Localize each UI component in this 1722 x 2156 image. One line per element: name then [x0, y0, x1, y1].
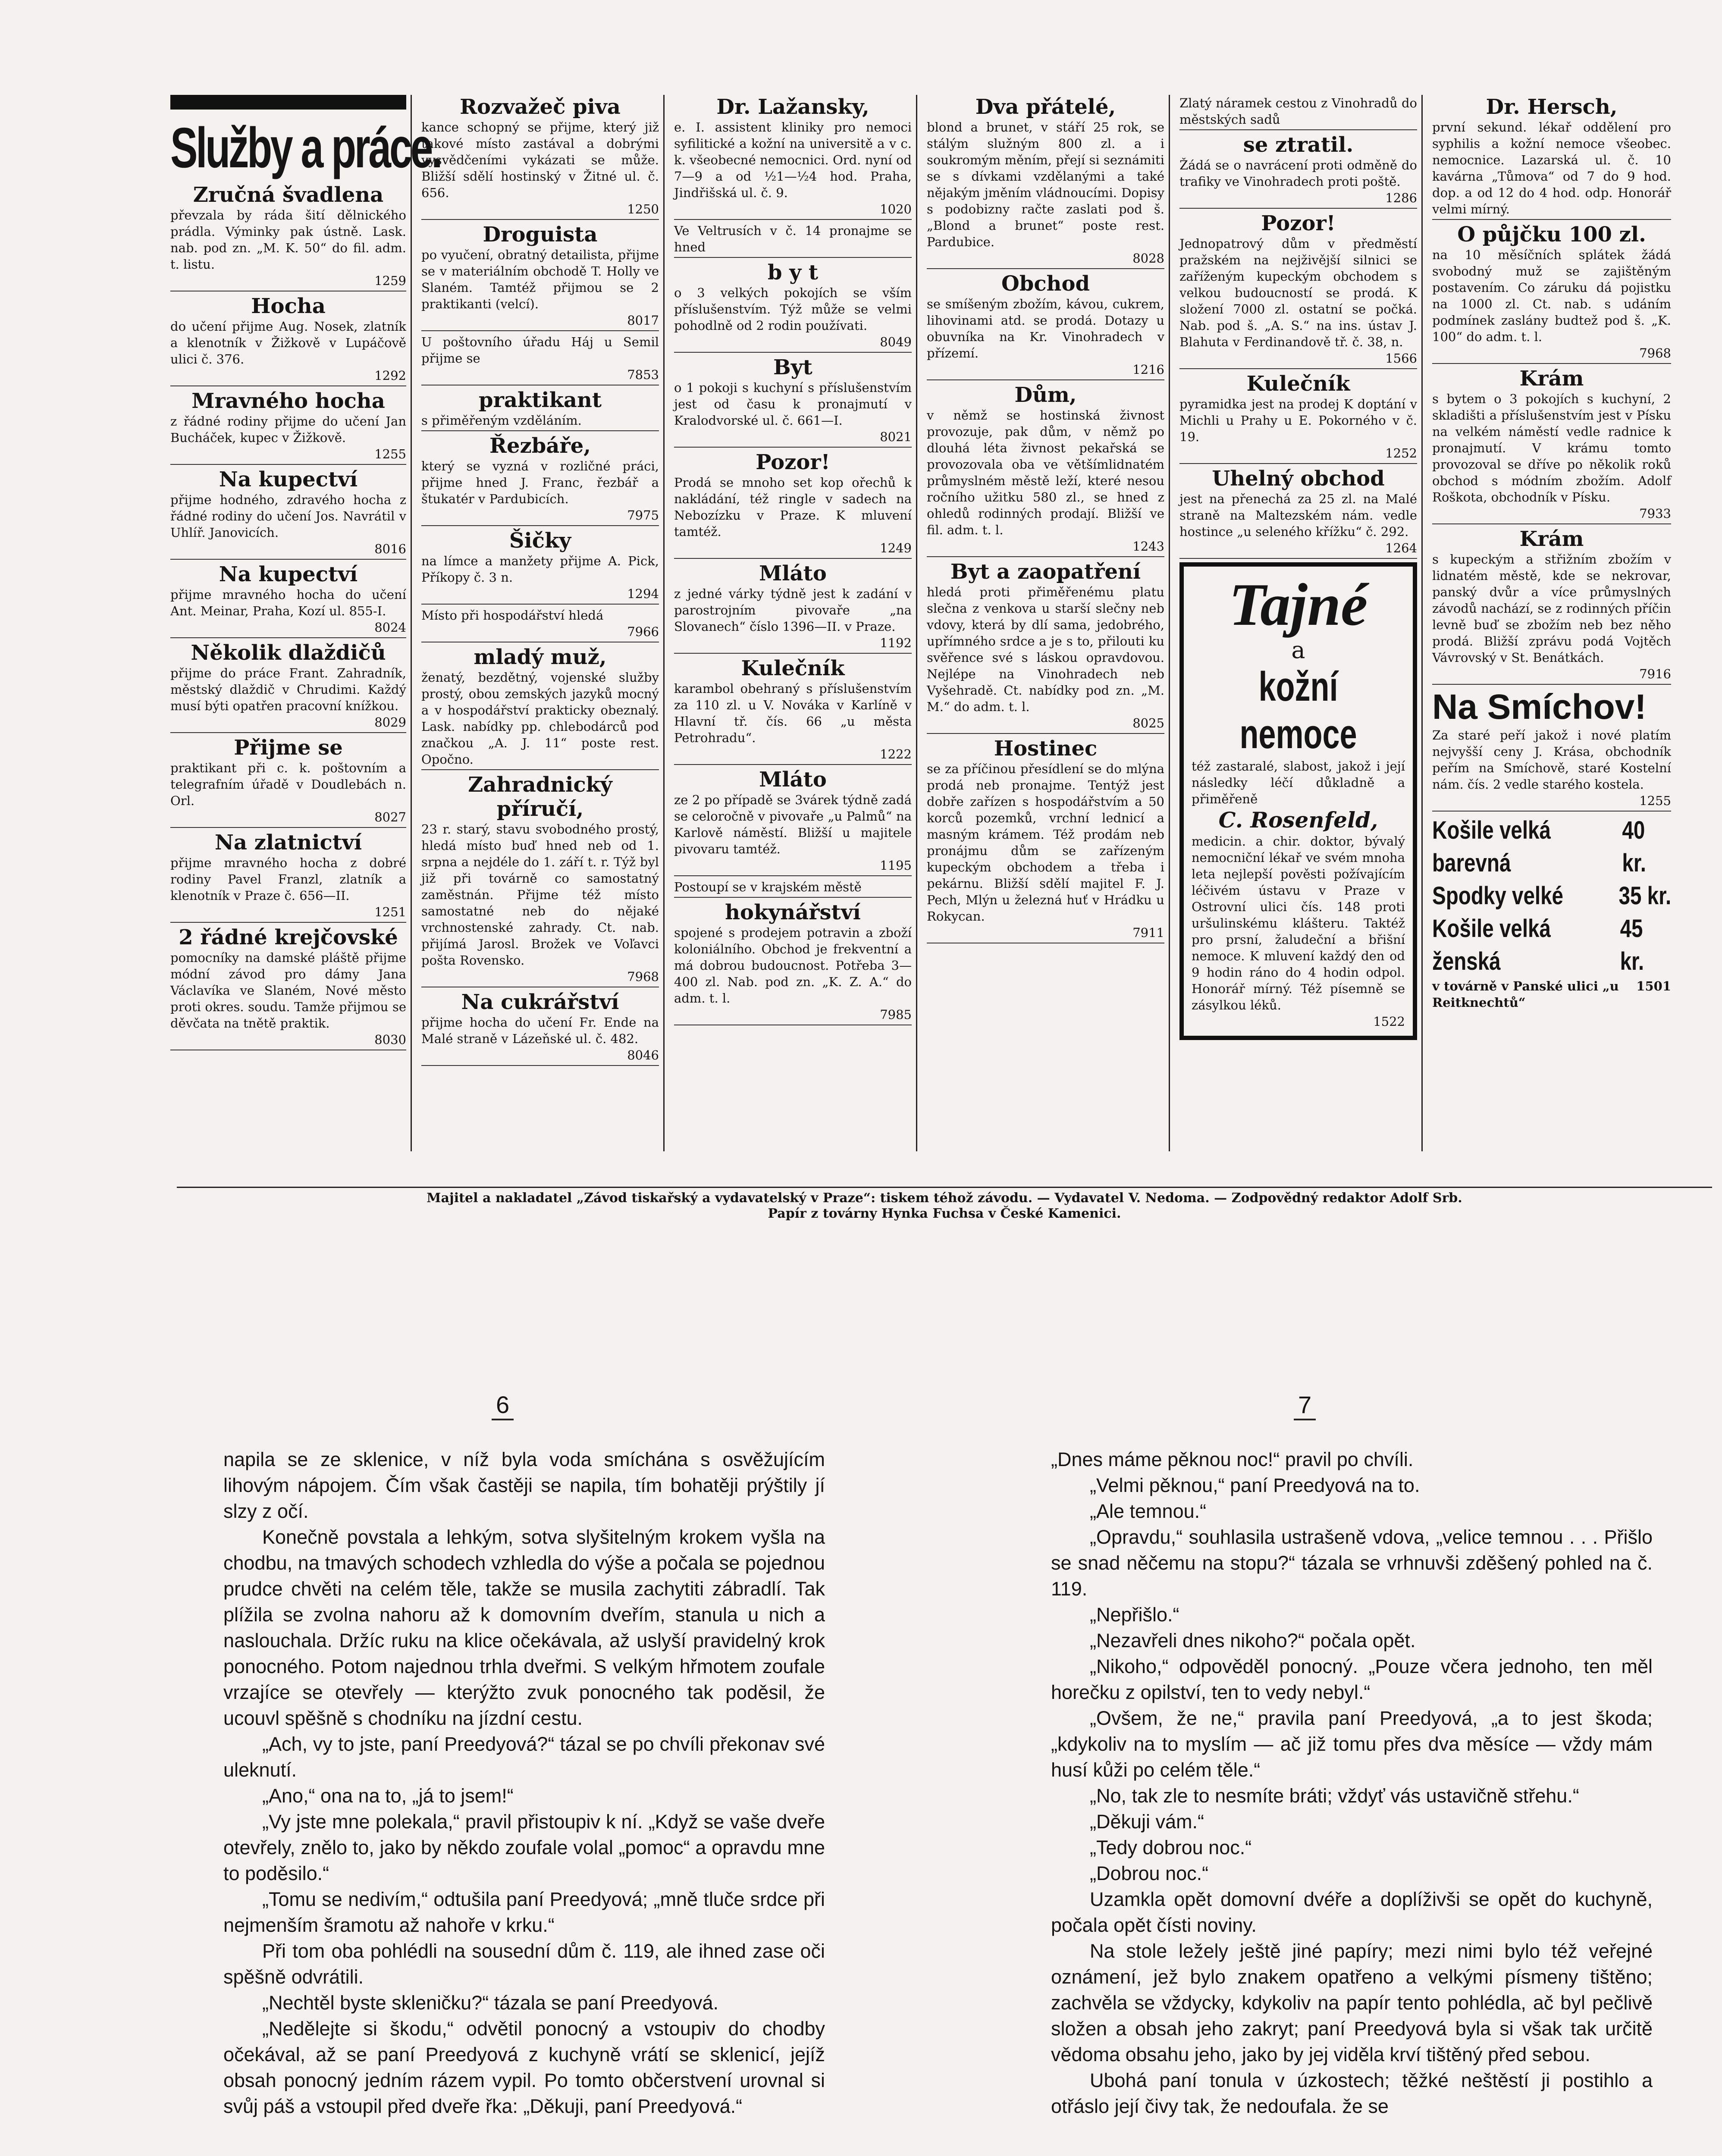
- classified-ad: [674, 768, 912, 876]
- ad-heading: Přijme se: [234, 736, 343, 760]
- price-footer: [1432, 978, 1671, 1011]
- price-line: [1432, 814, 1671, 880]
- novel-paragraph: „Tomu se nedivím,“ odtušila paní Preedyová; „mně tluče srdce při nejmenším šramotu až nahoře v krku.“: [223, 1888, 825, 1936]
- ad-heading: Zručná švadlena: [193, 183, 384, 207]
- ad-body: karambol obehraný s příslušenstvím za 110 zl. u V. Nováka v Karlíně v Hlavní tř. čís. 66 „u města Petrohradu“.: [674, 681, 912, 745]
- ad-heading: Uhelný obchod: [1212, 467, 1385, 491]
- ad-body: na límce a manžety přijme A. Pick, Příkopy č. 3 n.: [421, 554, 659, 585]
- ad-heading: Droguista: [483, 222, 598, 247]
- ad-body: přijme mravného hocha z dobré rodiny Pavel Franzl, zlatník a klenotník v Praze č. 656—II.: [170, 856, 406, 903]
- box-body-2: medicin. a chir. doktor, bývalý nemocniční lékař ve svém mnoha leta nejlepší pověsti požívajícím léčivém ústavu v Praze v Ostrovní ulici čís. 148 proti uršulinskému klášteru. Taktéž pro prsní, žaludeční a břišní nemoce. K mluvení každý den od 9 hodin ráno do 4 hodin odpol. Honorář mírný. Též písemně se zásylkou léků.: [1192, 834, 1405, 1012]
- classified-ad: [674, 450, 912, 559]
- novel-page-right: [1051, 1447, 1653, 2119]
- ad-number: 7933: [1639, 506, 1671, 521]
- ad-heading: Dva přátelé,: [975, 95, 1116, 119]
- ad-body: ženatý, bezdětný, vojenské služby prostý, obou zemských jazyků mocný a v hospodářství prakticky obeznalý. Lask. nabídky pp. chlebodárců pod značkou „A. J. 11“ poste rest. Opočno.: [421, 670, 659, 767]
- novel-paragraph: „Velmi pěknou,“ paní Preedyová na to.: [1090, 1474, 1420, 1496]
- classified-ad: [1179, 95, 1417, 130]
- box-ad-number: 1522: [1373, 1014, 1405, 1029]
- page-number-right-text: 7: [1294, 1391, 1316, 1420]
- novel-paragraph: „Děkuji vám.“: [1090, 1811, 1204, 1833]
- ad-body: přijme do práce Frant. Zahradník, městský dlaždič v Chrudimi. Každý musí býti opatřen pracovní knížkou.: [170, 666, 406, 713]
- ad-number: 7916: [1639, 667, 1671, 681]
- classified-ad: [1179, 372, 1417, 464]
- ad-body: přijme hocha do učení Fr. Ende na Malé straně v Lázeňské ul. č. 482.: [421, 1015, 659, 1046]
- ad-heading: Mravného hocha: [191, 389, 385, 413]
- classified-ad: [170, 830, 406, 923]
- classified-ad: [1432, 527, 1671, 685]
- ad-body: pyramidka jest na prodej K doptání v Michli u Prahy u E. Pokorného v č. 19.: [1179, 397, 1417, 444]
- novel-paragraph: Při tom oba pohlédli na sousední dům č. 119, ale ihned zase oči spěšně odvrátili.: [223, 1940, 825, 1988]
- classified-ad: [170, 294, 406, 386]
- classified-ad: [927, 95, 1164, 269]
- box-subtitle: kožní nemoce: [1239, 664, 1357, 757]
- ad-body: Ve Veltrusích v č. 14 pronajme se hned: [674, 223, 912, 254]
- price-footer-number: 1501: [1636, 979, 1671, 993]
- ad-body: který se vyzná v rozličné práci, přijme hned J. Franc, řezbář a štukatér v Pardubicích.: [421, 459, 659, 506]
- ad-number: 1286: [1385, 191, 1417, 205]
- ad-body: s kupeckým a střižním zbožím v lidnatém městě, kde se nekrovar, panský dvůr a více průmyslných závodů nachází, se z rodinných příčin levně buď se zbožím neb bez něho prodá. Bližší zprávu podá Vojtěch Vávrovský v St. Benátkách.: [1432, 552, 1671, 665]
- ad-body: Žádá se o navrácení proti odměně do trafiky ve Vinohradech proti poště.: [1179, 158, 1417, 189]
- ad-number: 1264: [1385, 541, 1417, 555]
- ad-number: 1259: [374, 273, 406, 288]
- imprint-line-2: Papír z továrny Hynka Fuchsa v České Kamenici.: [768, 1206, 1121, 1221]
- ad-number: 8046: [627, 1048, 659, 1062]
- ad-body: po vyučení, obratný detailista, přijme se v materiálním obchodě T. Holly ve Slaném. Tamtéž přijmou se 2 praktikanti (velcí).: [421, 248, 659, 311]
- smichov-ad: [1432, 687, 1671, 812]
- ad-number: 8030: [374, 1032, 406, 1047]
- novel-paragraph: „Ach, vy to jste, paní Preedyová?“ tázal se po chvíli překonav své uleknutí.: [223, 1733, 825, 1781]
- classified-ad: [1432, 95, 1671, 220]
- ad-heading: Dr. Hersch,: [1486, 95, 1618, 119]
- ad-number: 1566: [1385, 351, 1417, 366]
- ad-heading: Obchod: [1001, 272, 1090, 296]
- box-title: Tajné: [1229, 571, 1368, 638]
- classified-ad: [674, 561, 912, 654]
- ad-number: 8017: [627, 313, 659, 328]
- classified-ad: [1179, 467, 1417, 559]
- classified-ad: [421, 645, 659, 770]
- classified-ad: [170, 736, 406, 828]
- price-value: 40 kr.: [1622, 816, 1646, 877]
- classified-ad: [170, 641, 406, 733]
- novel-paragraph: „Nezavřeli dnes nikoho?“ počala opět.: [1090, 1630, 1416, 1651]
- ad-body: z řádné rodiny přijme do učení Jan Bucháček, kupec v Žižkově.: [170, 414, 406, 445]
- classified-section: [166, 95, 1712, 1173]
- ad-body: kance schopný se přijme, který již takové místo zastával a dobrými vysvědčeními vykázati se může. Bližší sdělí hostinský v Žitné ul. č. 656.: [421, 120, 659, 200]
- ad-number: 1251: [374, 905, 406, 919]
- ad-body: s bytem o 3 pokojích s kuchyní, 2 skladišti a příslušenstvím jest v Písku na velkém náměstí vedle radnice k pronajmutí. V krámu tomto provozoval se dříve po několik roků obchod s módním zbožím. Adolf Roškota, obchodník v Písku.: [1432, 392, 1671, 505]
- ad-number: 1222: [880, 747, 912, 761]
- novel-paragraph: napila se ze sklenice, v níž byla voda smíchána s osvěžujícím lihovým nápojem. Čím však častěji se napila, tím bohatěji prýštily jí slzy z očí.: [223, 1448, 825, 1522]
- price-footer-text: v továrně v Panské ulici „u Reitknechtů“: [1432, 979, 1619, 1010]
- ad-body: jest na přenechá za 25 zl. na Malé straně na Maltezském nám. vedle hostince „u seleného křížku“ č. 292.: [1179, 492, 1417, 539]
- price-line: [1432, 912, 1671, 978]
- ad-body: na 10 měsíčních splátek žádá svobodný muž se zajištěným postavením. Co záruku dá pojistku na 1000 zl. Ct. nab. s udáním podmínek zaslány budtež pod š. „K. 100“ do adm. t. l.: [1432, 248, 1671, 344]
- price-item: Košile velká ženská: [1432, 915, 1551, 975]
- ad-heading: hokynářství: [725, 900, 861, 924]
- section-title: Služby a práce.: [170, 116, 441, 179]
- ad-number: 1255: [374, 447, 406, 461]
- ad-number: 7975: [627, 508, 659, 523]
- ad-number: 8025: [1132, 716, 1164, 730]
- ad-heading: praktikant: [478, 388, 602, 412]
- novel-page-left: [223, 1447, 825, 2119]
- column-3: [670, 95, 917, 1151]
- ad-body: Jednopatrový dům v předměstí pražském na nejživější silnici se zaříženým kupeckým obchodem s velkou budoucností se prodá. K složení 7000 zl. ostatní se počká. Nab. pod š. „A. S.“ na ins. ústav J. Blahuta v Ferdinandově tř. č. 38, n.: [1179, 236, 1417, 349]
- ad-body: blond a brunet, v stáří 25 rok, se stálým služným 800 zl. a i soukromým měním, přejí si seznámiti se s dívkami vzdělanými a také nějakým jměním vládnoucími. Dopisy s podobizny račte zaslati pod š. „Blond a brunet“ poste rest. Pardubice.: [927, 120, 1164, 249]
- classified-ad: [927, 736, 1164, 943]
- page-number-left: [492, 1391, 514, 1420]
- novel-paragraph: „Ovšem, že ne,“ pravila paní Preedyová, „a to jest škoda; „kdykoliv na to myslím — ač již tomu přes dva měsíce — vždy mám husí kůži po celém těle.“: [1051, 1707, 1653, 1781]
- ad-number: 1292: [374, 368, 406, 383]
- ad-body: hledá proti přiměřenému platu slečna z venkova u starší slečny neb vdovy, která by dlí sama, jedobrého, upřímného srdce a je s to, přilouti ku svěřence své s láskou opravdovou. Nejlépe na Vinohradech neb Vyšehradě. Ct. nabídky pod zn. „M. M.“ do adm. t. l.: [927, 585, 1164, 714]
- column-6: [1428, 95, 1675, 1151]
- ad-number: 7911: [1132, 925, 1164, 940]
- classified-ad: [421, 607, 659, 642]
- ad-heading: Rozvažeč piva: [460, 95, 621, 119]
- ad-body: z jedné várky týdně jest k zadání v parostrojním pivovaře „na Slovanech“ číslo 1396—II. v Praze.: [674, 586, 912, 634]
- ad-body: Postoupí se v krajském městě: [674, 880, 862, 894]
- ad-body: v němž se hostinská živnost provozuje, pak dům, v němž po dlouhá léta živnost pekařská se provozovala oba ve většímlidnatém průmyslném městě leží, které nesou ročního užitku 580 zl., se hned z ohledů rodinných prodají. Bližší ve fil. adm. t. l.: [927, 408, 1164, 537]
- classified-ad: [170, 183, 406, 291]
- ad-body: o 1 pokoji s kuchyní s příslušenstvím jest od času k pronajmutí v Kralodvorské ul. č. 661—I.: [674, 380, 912, 428]
- ad-body: přijme hodného, zdravého hocha z řádné rodiny do učení Jos. Navrátil v Uhlíř. Janovicích.: [170, 492, 406, 540]
- ad-body: přijme mravného hocha do učení Ant. Meinar, Praha, Kozí ul. 855-I.: [170, 587, 406, 618]
- ad-heading: se ztratil.: [1243, 133, 1354, 157]
- ad-heading: 2 řádné krejčovské: [179, 925, 398, 950]
- novel-paragraph: Ubohá paní tonula v úzkostech; těžké neštěstí ji postihlo a otřáslo její čivy tak, že nedoufala. že se: [1051, 2069, 1653, 2117]
- ad-body: praktikant při c. k. poštovním a telegrafním úřadě v Doudlebách n. Orl.: [170, 761, 406, 808]
- price-list: [1432, 814, 1671, 1011]
- ad-number: 1252: [1385, 446, 1417, 461]
- classified-ad: [674, 95, 912, 220]
- ad-body: 23 r. starý, stavu svobodného prostý, hledá místo buď hned neb od 1. srpna a nejdéle do 1. září t. r. Týž byl již při továrně co samostatný zaměstnán. Přijme též místo samostatné neb do nějaké vrchnostenské zahrady. Ct. nab. přijímá Jarosl. Brožek ve Voľavci pošta Rovensko.: [421, 822, 659, 968]
- ad-number: 1020: [880, 202, 912, 216]
- ad-number: 7853: [627, 367, 659, 382]
- ad-heading: Řezbáře,: [489, 434, 591, 458]
- ad-heading: Mláto: [759, 561, 827, 586]
- ad-number: 8028: [1132, 251, 1164, 266]
- ad-body: s přiměřeným vzděláním.: [421, 413, 582, 428]
- novel-paragraph: „No, tak zle to nesmíte bráti; vždyť vás ustavičně střehu.“: [1090, 1785, 1579, 1807]
- classified-ad: [674, 222, 912, 258]
- ad-body: se za příčinou přesídlení se do mlýna prodá neb pronajme. Tentýž jest dobře zařízen s hospodářstvím a 50 korců pozemků, vrchní lednicí a masným krámem. Též prodám neb pronájmu dům se zařízeným kupeckým obchodem a třeba i pekárnu. Bližší sdělí majitel F. J. Pech, Mlýn u železná huť v Hrádku u Rokycan.: [927, 761, 1164, 924]
- ad-heading: Kulečník: [1246, 372, 1350, 396]
- ad-heading: Na zlatnictví: [214, 830, 362, 855]
- ad-heading: Na cukrářství: [461, 990, 619, 1014]
- classified-ad: [1179, 211, 1417, 369]
- novel-paragraph: Konečně povstala a lehkým, sotva slyšitelným krokem vyšla na chodbu, na tmavých schodech vzhledla do výše a počala se pojednou prudce chvěti na celém těle, takže se musila zachytiti zábradlí. Tak plížila se zvolna nahoru až k domovním dveřím, stanula u nich a naslouchala. Držíc ruku na klice očekávala, až uslyší pravidelný krok ponocného. Potom najednou trhla dveřmi. S velkým hřmotem zoufale vrzajíce se otevřely — kterýžto zvuk ponocného tak poděsil, že ucouvl spěšně s chodníku na jízdní cestu.: [223, 1526, 825, 1729]
- novel-paragraph: „Dnes máme pěknou noc!“ pravil po chvíli.: [1051, 1448, 1414, 1470]
- ad-heading: Na kupectví: [219, 562, 358, 586]
- header-rule: [170, 95, 406, 110]
- ad-heading: Dům,: [1014, 383, 1077, 407]
- ad-body: o 3 velkých pokojích se vším příslušenstvím. Týž může se velmi pohodlně od 2 rodin používati.: [674, 285, 912, 333]
- ad-number: 8049: [880, 335, 912, 349]
- ad-body: Zlatý náramek cestou z Vinohradů do městských sadů: [1179, 96, 1417, 127]
- classified-ad: [927, 272, 1164, 380]
- ad-body: první sekund. lékař oddělení pro syphilis a kožní nemoce všeobec. nemocnice. Lazarská ul. č. 10 kavárna „Tůmova“ od 7 do 9 hod. dop. a od 12 do 4 hod. odp. Honorář velmi mírný.: [1432, 120, 1671, 216]
- ad-number: 8029: [374, 715, 406, 730]
- novel-paragraph: Uzamkla opět domovní dvéře a doplíživši se opět do kuchyně, počala opět čísti noviny.: [1051, 1888, 1653, 1936]
- ad-body: do učení přijme Aug. Nosek, zlatník a klenotník v Žižkově v Lupáčově ulici č. 376.: [170, 319, 406, 367]
- ad-number: 1216: [1132, 362, 1164, 377]
- classified-ad: [927, 560, 1164, 734]
- classified-ad: [674, 900, 912, 1025]
- classified-ad: [421, 334, 659, 385]
- ad-columns: [166, 95, 1712, 1151]
- novel-paragraph: „Tedy dobrou noc.“: [1090, 1836, 1252, 1858]
- column-5-ads: [1179, 95, 1417, 559]
- novel-paragraph: „Ale temnou.“: [1090, 1500, 1207, 1522]
- novel-paragraph: „Nikoho,“ odpověděl ponocný. „Pouze včera jednoho, ten měl horečku z opilství, ten to vedy nebyl.“: [1051, 1655, 1653, 1703]
- ad-number: 8024: [374, 620, 406, 635]
- classified-ad: [927, 383, 1164, 557]
- box-conjunction: a: [1291, 636, 1305, 664]
- novel-paragraph: „Nepřišlo.“: [1090, 1604, 1179, 1626]
- ad-number: 7968: [627, 969, 659, 984]
- page-number-left-text: 6: [492, 1391, 514, 1420]
- ad-number: 1250: [627, 202, 659, 216]
- ad-body: U poštovního úřadu Háj u Semil přijme se: [421, 335, 659, 366]
- ad-body: se smíšeným zbožím, kávou, cukrem, lihovinami atd. se prodá. Dotazy u obuvníka na Kr. Vinohradech v přízemí.: [927, 297, 1164, 360]
- novel-paragraph: „Vy jste mne polekala,“ pravil přistoupiv k ní. „Když se vaše dveře otevřely, znělo to, jako by někdo zoufale volal „pomoc“ a opravdu mne to poděsilo.“: [223, 1811, 825, 1884]
- classified-ad: [674, 260, 912, 353]
- classified-ad: [421, 434, 659, 526]
- ad-heading: Zahradnický příručí,: [468, 773, 612, 821]
- price-value: 35 kr.: [1618, 882, 1672, 910]
- ad-heading: Krám: [1519, 527, 1584, 551]
- novel-paragraph: Na stole ležely ještě jiné papíry; mezi nimi bylo též veřejné oznámení, jež bylo znakem opatřeno a velkými písmeny tištěno; zachvěla se vždycky, kdykoliv na papír tento pohlédla, ač byl pečlivě složen a obsah jeho zakryt; paní Preedyová byla si však tak určitě vědoma obsahu jeho, jako by jej viděla krví tištěný před sebou.: [1051, 1940, 1653, 2065]
- imprint: [177, 1187, 1712, 1222]
- box-body-1: též zastaralé, slabost, jakož i její následky léčí důkladně a přiměřeně: [1192, 759, 1405, 806]
- box-doctor-name: C. Rosenfeld,: [1218, 807, 1378, 833]
- column-5: [1175, 95, 1423, 1151]
- ad-heading: Na kupectví: [219, 467, 358, 492]
- ad-heading: Pozor!: [756, 450, 830, 474]
- classified-ad: [170, 925, 406, 1050]
- price-item: Spodky velké: [1432, 882, 1564, 910]
- column-6-ads: [1432, 95, 1671, 685]
- ad-heading: Kulečník: [741, 656, 845, 680]
- ad-body: Místo při hospodářství hledá: [421, 608, 604, 623]
- novel-paragraph: „Nechtěl byste skleničku?“ tázala se paní Preedyová.: [262, 1992, 719, 2014]
- classified-ad: [170, 562, 406, 638]
- ad-heading: Hostinec: [994, 736, 1098, 761]
- ad-body: e. I. assistent kliniky pro nemoci syfilitické a kožní na universitě a v c. k. všeobecné nemocnici. Ord. nyní od 7—9 a od ½1—½4 hod. Praha, Jindřišská ul. č. 9.: [674, 120, 912, 200]
- page-number-right: [1294, 1391, 1316, 1420]
- classified-ad: [1432, 367, 1671, 524]
- ad-heading: Několik dlaždičů: [191, 641, 386, 665]
- ad-heading: O půjčku 100 zl.: [1457, 222, 1646, 247]
- novel-paragraph: „Dobrou noc.“: [1090, 1862, 1209, 1884]
- ad-heading: Mláto: [759, 768, 827, 792]
- ad-number: 1192: [880, 636, 912, 650]
- ad-number: 7985: [880, 1007, 912, 1022]
- ad-heading: Pozor!: [1261, 211, 1336, 235]
- ad-heading: mladý muž,: [474, 645, 607, 669]
- novel-paragraph: „Ano,“ ona na to, „já to jsem!“: [262, 1785, 514, 1807]
- novel-paragraph: „Opravdu,“ souhlasila ustrašeně vdova, „velice temnou . . . Přišlo se snad něčemu na stopu?“ tázala se vrhnuvši zděšený pohled na č. 119.: [1051, 1526, 1653, 1600]
- ad-heading: b y t: [767, 260, 819, 285]
- ad-heading: Byt: [773, 355, 812, 379]
- ad-heading: Byt a zaopatření: [950, 560, 1141, 584]
- price-item: Košile velká barevná: [1432, 816, 1551, 877]
- column-4: [922, 95, 1170, 1151]
- ad-body: pomocníky na damské pláště přijme módní závod pro dámy Jana Václavíka ve Slaném, Nové město proti okres. soudu. Tamže přijmou se děvčata na tnětě praktik.: [170, 950, 406, 1031]
- ad-heading: Dr. Lažansky,: [716, 95, 869, 119]
- ad-number: 7968: [1639, 346, 1671, 360]
- column-1: [166, 95, 441, 1151]
- ad-number: 8021: [880, 429, 912, 444]
- classified-ad: [421, 95, 659, 220]
- ad-number: 1249: [880, 541, 912, 555]
- classified-ad: [421, 222, 659, 331]
- ad-heading: Šičky: [509, 529, 571, 553]
- smichov-number: 1255: [1639, 793, 1671, 808]
- ad-heading: Krám: [1519, 367, 1584, 391]
- classified-ad: [421, 529, 659, 605]
- ad-number: 1195: [880, 858, 912, 873]
- boxed-advert: [1179, 562, 1417, 1040]
- ad-heading: Hocha: [251, 294, 326, 318]
- ad-number: 1243: [1132, 539, 1164, 554]
- classified-ad: [1432, 222, 1671, 364]
- ad-body: Prodá se mnoho set kop ořechů k nakládání, též ringle v sadech na Nebozízku v Praze. K mluvení tamtéž.: [674, 475, 912, 539]
- price-line: [1432, 880, 1671, 912]
- column-2: [417, 95, 665, 1151]
- ad-number: 8027: [374, 810, 406, 824]
- ad-body: ze 2 po případě se 3várek týdně zadá se celoročně v pivovaře „u Palmů“ na Karlově náměstí. Bližší u majitele pivovaru tamtéž.: [674, 793, 912, 856]
- classified-ad: [674, 355, 912, 448]
- imprint-rule: [177, 1187, 1712, 1188]
- classified-ad: [674, 879, 912, 898]
- ad-body: převzala by ráda šití dělnického prádla. Výminky pak ústně. Lask. nab. pod zn. „M. K. 50“ do fil. adm. t. listu.: [170, 208, 406, 272]
- novel-paragraph: „Nedělejte si škodu,“ odvětil ponocný a vstoupiv do chodby očekával, až se paní Preedyová z kuchyně vrátí se sklenicí, jejíž obsah ponocný jedním rázem vypil. Po tomto občerstvení urovnal si svůj páš a vstoupil před dveře řka: „Děkuji, paní Preedyová.“: [223, 2018, 825, 2117]
- classified-ad: [1179, 133, 1417, 209]
- classified-ad: [421, 990, 659, 1066]
- classified-ad: [170, 389, 406, 465]
- ad-number: 8016: [374, 542, 406, 556]
- classified-ad: [170, 467, 406, 560]
- classified-ad: [421, 388, 659, 431]
- ad-number: 1294: [627, 586, 659, 601]
- ad-number: 7966: [627, 624, 659, 639]
- ad-body: spojené s prodejem potravin a zboží koloniálního. Obchod je frekventní a má dobrou budoucnost. Potřeba 3—400 zl. Nab. pod zn. „K. Z. A.“ do adm. t. l.: [674, 925, 912, 1006]
- smichov-title: Na Smíchov!: [1432, 687, 1647, 727]
- price-value: 45 kr.: [1620, 915, 1644, 975]
- smichov-body: Za staré peří jakož i nové platím nejvyšší ceny J. Krása, obchodník peřím na Smíchově, staré Kostelní nám. čís. 2 vedle starého kostela.: [1432, 728, 1671, 792]
- imprint-line-1: Majitel a nakladatel „Závod tiskařský a vydavatelský v Praze“: tiskem téhož závodu. — Vydavatel V. Nedoma. — Zodpovědný redaktor Adolf Srb.: [427, 1191, 1462, 1206]
- classified-ad: [421, 773, 659, 987]
- classified-ad: [674, 656, 912, 765]
